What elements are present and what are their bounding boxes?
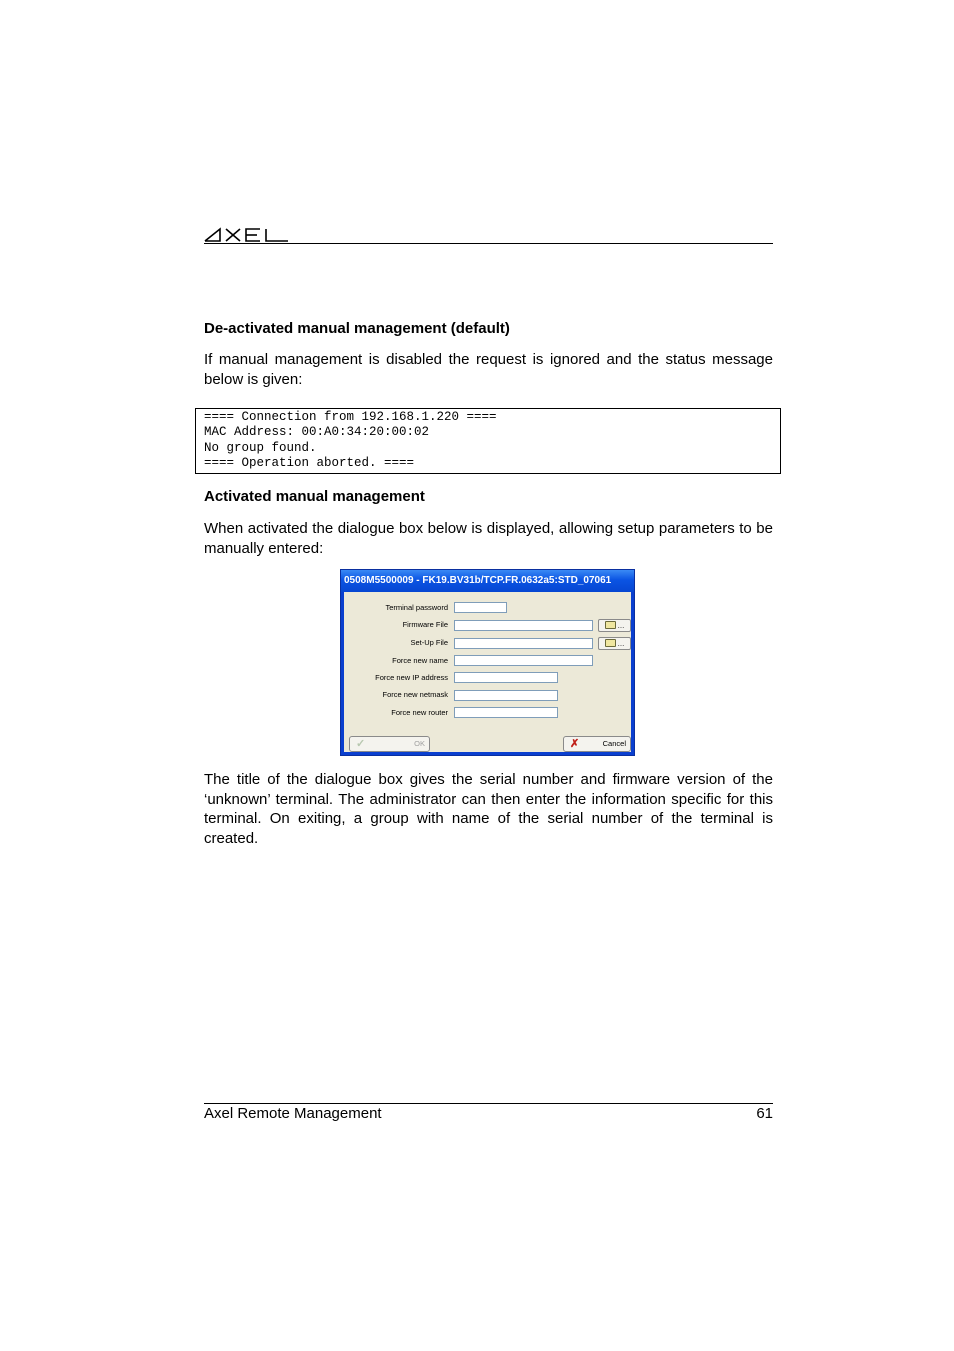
header-rule [204,243,773,244]
code-line: No group found. [204,440,317,455]
dialog-body [344,592,631,752]
dialog-title-bar: 0508M5500009 - FK19.BV31b/TCP.FR.0632a5:STD_07061 [341,570,634,592]
force-new-router-label: Force new router [391,708,448,717]
force-new-router-input[interactable] [454,707,558,718]
paragraph-explanation: The title of the dialogue box gives the serial number and firmware version of the ‘unknown’ terminal. The administrator can then enter the information specific for this terminal. On exiting, a group with name of the serial number of the terminal is created. [204,771,773,847]
code-line: MAC Address: 00:A0:34:20:00:02 [204,425,430,440]
footer-title: Axel Remote Management [204,1105,382,1122]
force-new-netmask-label: Force new netmask [382,690,448,699]
firmware-file-input[interactable] [454,620,593,631]
folder-icon [605,621,616,629]
force-new-name-input[interactable] [454,655,593,666]
force-new-ip-input[interactable] [454,672,558,683]
force-new-ip-label: Force new IP address [375,673,448,682]
checkmark-icon: ✓ [356,738,366,750]
paragraph-activated: When activated the dialogue box below is displayed, allowing setup parameters to be manually entered: [204,520,773,557]
section-heading-activated: Activated manual management [204,488,425,505]
firmware-file-label: Firmware File [402,620,448,629]
paragraph-deactivated: If manual management is disabled the request is ignored and the status message below is given: [204,351,773,388]
setup-file-input[interactable] [454,638,593,649]
status-message-box [195,408,781,474]
section-heading-deactivated: De-activated manual management (default) [204,320,510,337]
firmware-browse-button[interactable]: ... [598,619,631,632]
setup-file-label: Set-Up File [410,638,448,647]
manual-management-dialog [340,569,635,756]
folder-icon [605,639,616,647]
close-icon: ✗ [570,738,580,750]
cancel-button[interactable]: ✗ Cancel [563,736,631,752]
footer-rule [204,1103,773,1104]
page-number: 61 [756,1105,773,1122]
force-new-netmask-input[interactable] [454,690,558,701]
ok-button[interactable]: ✓ OK [349,736,430,752]
code-line: ==== Operation aborted. ==== [204,455,415,470]
setup-browse-button[interactable]: ... [598,637,631,650]
code-line: ==== Connection from 192.168.1.220 ==== [204,410,497,424]
terminal-password-label: Terminal password [385,603,448,612]
terminal-password-input[interactable] [454,602,507,613]
force-new-name-label: Force new name [392,656,448,665]
